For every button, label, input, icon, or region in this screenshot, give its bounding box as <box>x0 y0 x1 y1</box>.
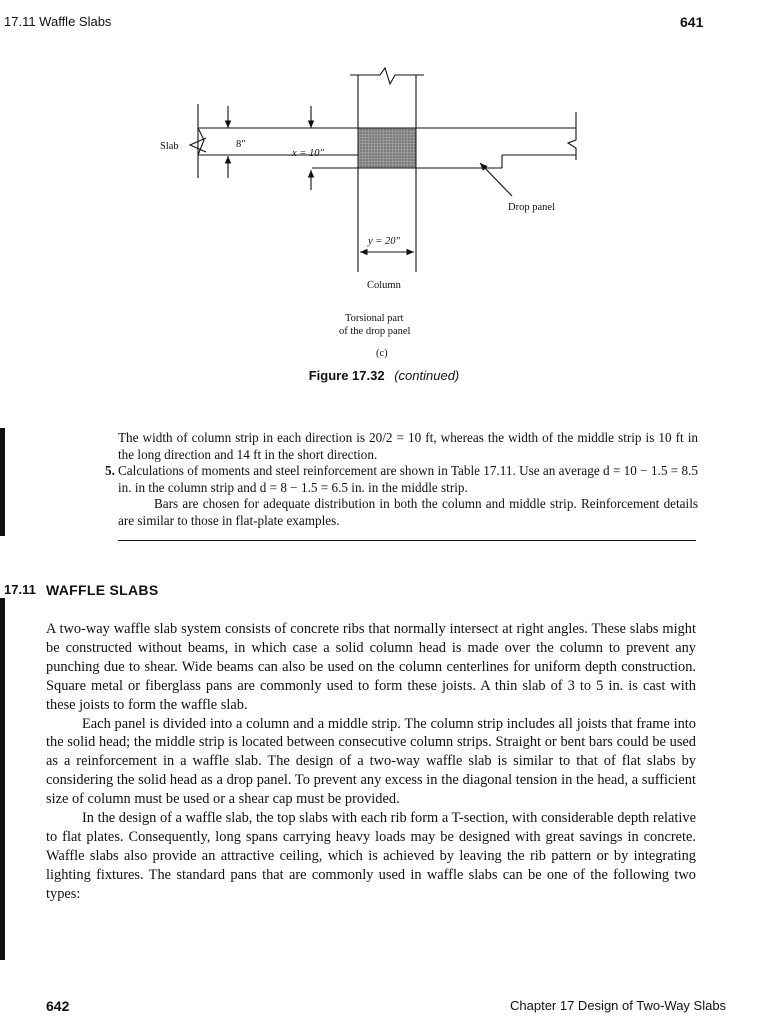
running-head-section: 17.11 Waffle Slabs <box>4 14 112 29</box>
page-edge-bar <box>0 598 5 960</box>
paragraph: The width of column strip in each direction is 20/2 = 10 ft, whereas the width of the middle strip is 10 ft in the long direction and 14 ft in the short direction. <box>118 430 698 462</box>
label-torsional-line2: of the drop panel <box>339 326 411 337</box>
example-continuation-text <box>105 430 698 530</box>
paragraph: Each panel is divided into a column and a middle strip. The column strip includes all joists that frame into the solid head; the middle strip is located between consecutive column strips. Straight or bent bars could be used as a reinforcement in a waffle slab. The design of a two-way waffle slab is similar to that of flat slabs by considering the solid head as a drop panel. To prevent any excess in the diagonal tension in the head, a sufficient size of column must be used or a shear cap must be provided. <box>46 715 696 808</box>
paragraph: In the design of a waffle slab, the top slabs with each rib form a T-section, with considerable depth relative to flat plates. Consequently, long spans carrying heavy loads may be designed with great savings in concrete. Waffle slabs also provide an attractive ceiling, which is achieved by leaving the rib pattern or by integrating lighting fixtures. The standard pans that are commonly used in waffle slabs can be one of the following two types: <box>46 810 696 902</box>
figure-drawing <box>0 0 768 360</box>
label-slab: Slab <box>160 141 179 152</box>
page-edge-bar <box>0 428 5 536</box>
label-column: Column <box>367 280 401 291</box>
label-drop-panel: Drop panel <box>508 202 555 213</box>
drop-panel-hatch <box>358 128 416 168</box>
figure-caption <box>0 368 768 383</box>
section-body <box>46 620 696 904</box>
section-number: 17.11 <box>4 582 36 597</box>
paragraph: Bars are chosen for adequate distribution in both the column and middle strip. Reinforcement details are similar to those in flat-plate examples. <box>118 496 698 528</box>
paragraph: A two-way waffle slab system consists of concrete ribs that normally intersect at right angles. These slabs might be constructed without beams, in which case a solid column head is made over the column to prevent any punching due to shear. Wide beams can also be used on the column centerlines for uniform depth construction. Square metal or fiberglass pans are commonly used to form these joists. A thin slab of 3 to 5 in. is cast with these joists to form the waffle slab. <box>46 621 696 713</box>
list-number: 5. <box>105 463 115 479</box>
label-x-dimension: x = 10" <box>292 148 324 159</box>
example-end-rule <box>118 540 696 541</box>
folio-page-number: 642 <box>46 998 70 1014</box>
caption-note: (continued) <box>394 368 460 383</box>
label-part-c: (c) <box>376 348 388 359</box>
folio-chapter: Chapter 17 Design of Two-Way Slabs <box>510 998 727 1013</box>
label-slab-thickness: 8" <box>236 139 246 150</box>
label-y-dimension: y = 20" <box>368 236 400 247</box>
caption-number: Figure 17.32 <box>308 368 385 383</box>
running-head-page-number: 641 <box>680 14 704 30</box>
section-title: WAFFLE SLABS <box>46 582 159 598</box>
list-item-5 <box>105 463 698 496</box>
list-item-text: Calculations of moments and steel reinforcement are shown in Table 17.11. Use an average d = 10 − 1.5 = 8.5 in. in the column strip and d = 8 − 1.5 = 6.5 in. in the middle strip. <box>118 463 698 495</box>
label-torsional-line1: Torsional part <box>345 313 404 324</box>
